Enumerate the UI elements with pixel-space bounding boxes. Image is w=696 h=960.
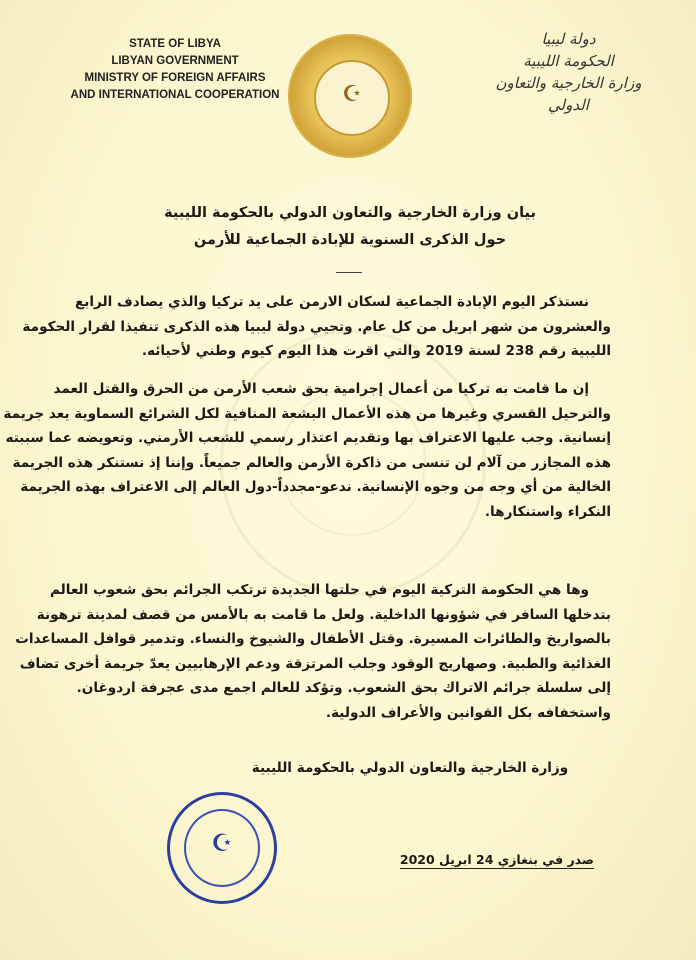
divider: [336, 272, 362, 273]
paragraph-1: [22, 290, 611, 364]
text-line: والترحيل القسري وغيرها من هذه الأعمال البشعة المنافية لكل الشرائع السماوية يعد جريمة: [3, 405, 611, 422]
issue-date: صدر في بنغازي 24 ابريل 2020: [399, 852, 594, 867]
ministry-stamp: [167, 792, 277, 904]
text-line: إن ما قامت به تركيا من أعمال إجرامية بحق شعب الأرمن من الحرق والقتل العمد: [53, 381, 589, 397]
text-line: بالصواريخ والطائرات المسيرة. وقتل الأطفال والشيوخ والنساء. وتدمير قوافل المساعدات: [15, 631, 611, 647]
text-line: إلى سلسلة جرائم الاتراك بحق الشعوب. وتؤكد للعالم اجمع مدى عجرفة اردوغان.: [76, 680, 611, 696]
signature-line: وزارة الخارجية والتعاون الدولي بالحكومة الليبية: [251, 760, 569, 776]
statement-title: بيان وزارة الخارجية والتعاون الدولي بالحكومة الليبية: [164, 205, 536, 221]
text-line: النكراء واستنكارها.: [484, 503, 611, 520]
paragraph-2: [3, 377, 611, 524]
crescent-star-icon: ☪: [211, 829, 233, 857]
text-line: هذه المجازر من آلام لن تنسى من ذاكرة الأرمن والعالم جميعاً. وإننا إذ نستنكر هذه الجريمة: [12, 454, 611, 471]
government-seal-logo: [288, 34, 412, 158]
crescent-star-icon: ☪: [342, 82, 362, 107]
arabic-letterhead: [481, 28, 656, 116]
paragraph-3: [15, 578, 611, 725]
letterhead-line: الحكومة الليبية: [523, 52, 614, 70]
text-line: نستذكر اليوم الإبادة الجماعية لسكان الارمن على يد تركيا والذي يصادف الرابع: [74, 294, 589, 310]
letterhead-line: AND INTERNATIONAL COOPERATION: [70, 89, 280, 101]
letterhead-line: MINISTRY OF FOREIGN AFFAIRS: [84, 72, 266, 84]
text-line: الليبية رقم 238 لسنة 2019 والتي اقرت هذا اليوم كيوم وطني لأحيائه.: [141, 343, 611, 359]
text-line: واستخفافه بكل القوانين والأعراف الدولية.: [325, 704, 611, 721]
text-line: وها هي الحكومة التركية اليوم في حلتها الجديدة ترتكب الجرائم بحق شعوب العالم: [50, 582, 589, 598]
text-line: والعشرون من شهر ابريل من كل عام. وتحيي دولة ليبيا هذه الذكرى تنفيذا لقرار الحكومة: [22, 318, 611, 335]
letterhead-line: LIBYAN GOVERNMENT: [111, 55, 239, 67]
letterhead-line: دولة ليبيا: [541, 30, 596, 48]
statement-subtitle: حول الذكرى السنوية للإبادة الجماعية للأرمن: [193, 232, 507, 248]
letterhead-line: وزارة الخارجية والتعاون الدولي: [495, 74, 642, 114]
english-letterhead: [60, 36, 290, 104]
letterhead-line: STATE OF LIBYA: [129, 38, 221, 50]
text-line: إنسانية. وجب عليها الاعتراف بها وتقديم اعتذار رسمي للشعب الأرمني. وتعويضه عما سببته: [5, 430, 611, 446]
text-line: بتدخلها السافر في شؤونها الداخلية. ولعل ما قامت به بالأمس من قصف لمدينة ترهونة: [36, 606, 611, 623]
text-line: الغذائية والطبية. وصهاريج الوقود وجلب المرتزقة ودعم الإرهابيين يعدّ جريمة أخرى تضاف: [19, 655, 611, 672]
text-line: الخالية من أي وجه من وجوه الإنسانية. ندعو-مجدداً-دول العالم إلى الاعتراف بهذه الجريمة: [20, 479, 611, 495]
